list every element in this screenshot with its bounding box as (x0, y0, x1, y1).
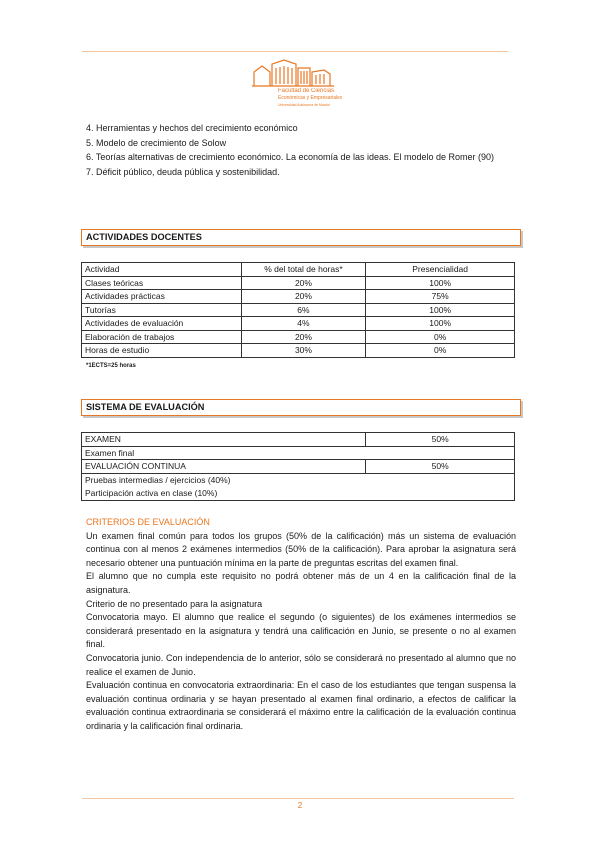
topic-list (86, 121, 516, 179)
evaluation-table (81, 432, 515, 501)
table-cell: EVALUACIÓN CONTINUA (82, 460, 366, 474)
table-cell: Clases teóricas (82, 276, 242, 290)
criterios-paragraph: Un examen final común para todos los grupos (50% de la calificación) más un sistema de evaluación continua con al menos 2 exámenes intermedios (50% de la calificación). Para aprobar la asignatura será necesario obtener una puntuación mínima en la parte de preguntas escritas del examen final. (86, 530, 516, 568)
table-cell: 100% (366, 303, 515, 317)
table-cell: 100% (366, 317, 515, 331)
criterios-paragraph: Criterio de no presentado para la asignatura (86, 598, 263, 609)
table-row (82, 276, 515, 290)
table-row (82, 446, 515, 460)
table-cell: Elaboración de trabajos (82, 330, 242, 344)
criterios-paragraph: Convocatoria junio. Con independencia de lo anterior, sólo se considerará no presentado al alumno que no realice el examen de Junio. (86, 652, 516, 677)
table-cell: 30% (241, 344, 366, 358)
page-number: 2 (297, 801, 303, 810)
criterios-title: CRITERIOS DE EVALUACIÓN (86, 517, 210, 527)
table-cell: 0% (366, 330, 515, 344)
topic-item: 7. Déficit público, deuda pública y sostenibilidad. (86, 166, 280, 177)
faculty-logo (250, 58, 340, 114)
table-row (82, 460, 515, 474)
table-header: Actividad (82, 263, 242, 277)
table-row (82, 317, 515, 331)
table-cell: 75% (366, 290, 515, 304)
criterios-paragraph: El alumno que no cumpla este requisito no podrá obtener más de un 4 en la calificación final de la asignatura. (86, 571, 516, 595)
topic-item: 5. Modelo de crecimiento de Solow (86, 137, 227, 148)
logo-line-1: Facultad de Ciencias (278, 88, 335, 94)
criterios-paragraph: Evaluación continua en convocatoria extraordinaria: En el caso de los estudiantes que tengan suspensa la evaluación continua ordinaria y se hayan presentado al examen final ordinario, a efectos de calificar la evaluación continua extraordinaria se considerará el máximo entre la calificación de la evaluación continua ordinaria y la calificación final ordinaria. (86, 680, 516, 731)
table-cell: 20% (241, 276, 366, 290)
table-cell: Examen final (82, 446, 515, 460)
section-title-actividades: ACTIVIDADES DOCENTES (81, 229, 521, 246)
criterios-section (86, 516, 516, 734)
table-cell: EXAMEN (82, 433, 366, 447)
topic-item: 4. Herramientas y hechos del crecimiento económico (86, 123, 298, 133)
topic-item: 6. Teorías alternativas de crecimiento económico. La economía de las ideas. El modelo de Romer (90) (86, 152, 495, 162)
criterios-paragraph: Convocatoria mayo. El alumno que realice el segundo (o siguientes) de los exámenes intermedios se considerará presentado en la asignatura y tendrá una calificación en Junio, se presente o no al examen final. (86, 612, 516, 650)
pruebas-text: Pruebas intermedias / ejercicios (40%) (85, 474, 231, 485)
table-cell: 50% (366, 460, 515, 474)
table-cell: 4% (241, 317, 366, 331)
activities-table (81, 262, 515, 358)
table-row (82, 473, 515, 500)
table-cell: 20% (241, 330, 366, 344)
table-cell: Actividades prácticas (82, 290, 242, 304)
building-icon (250, 58, 340, 88)
table-cell: 6% (241, 303, 366, 317)
ects-footnote: *1ECTS=25 horas (86, 363, 136, 369)
table-cell (82, 473, 515, 500)
table-cell: Actividades de evaluación (82, 317, 242, 331)
table-row (82, 330, 515, 344)
table-header: % del total de horas* (241, 263, 366, 277)
table-row (82, 303, 515, 317)
footer-rule (82, 798, 514, 799)
participacion-text: Participación activa en clase (10%) (85, 487, 218, 498)
table-header: Presencialidad (366, 263, 515, 277)
table-row (82, 290, 515, 304)
table-cell: 20% (241, 290, 366, 304)
table-row (82, 344, 515, 358)
section-title-evaluacion: SISTEMA DE EVALUACIÓN (81, 399, 521, 416)
table-row (82, 433, 515, 447)
table-cell: 100% (366, 276, 515, 290)
table-cell: Horas de estudio (82, 344, 242, 358)
table-cell: 0% (366, 344, 515, 358)
table-header-row (82, 263, 515, 277)
logo-line-3: Universidad Autónoma de Madrid (278, 103, 330, 107)
header-rule (82, 51, 508, 52)
table-cell: Tutorías (82, 303, 242, 317)
table-cell: 50% (366, 433, 515, 447)
logo-line-2: Económicas y Empresariales (278, 95, 342, 101)
